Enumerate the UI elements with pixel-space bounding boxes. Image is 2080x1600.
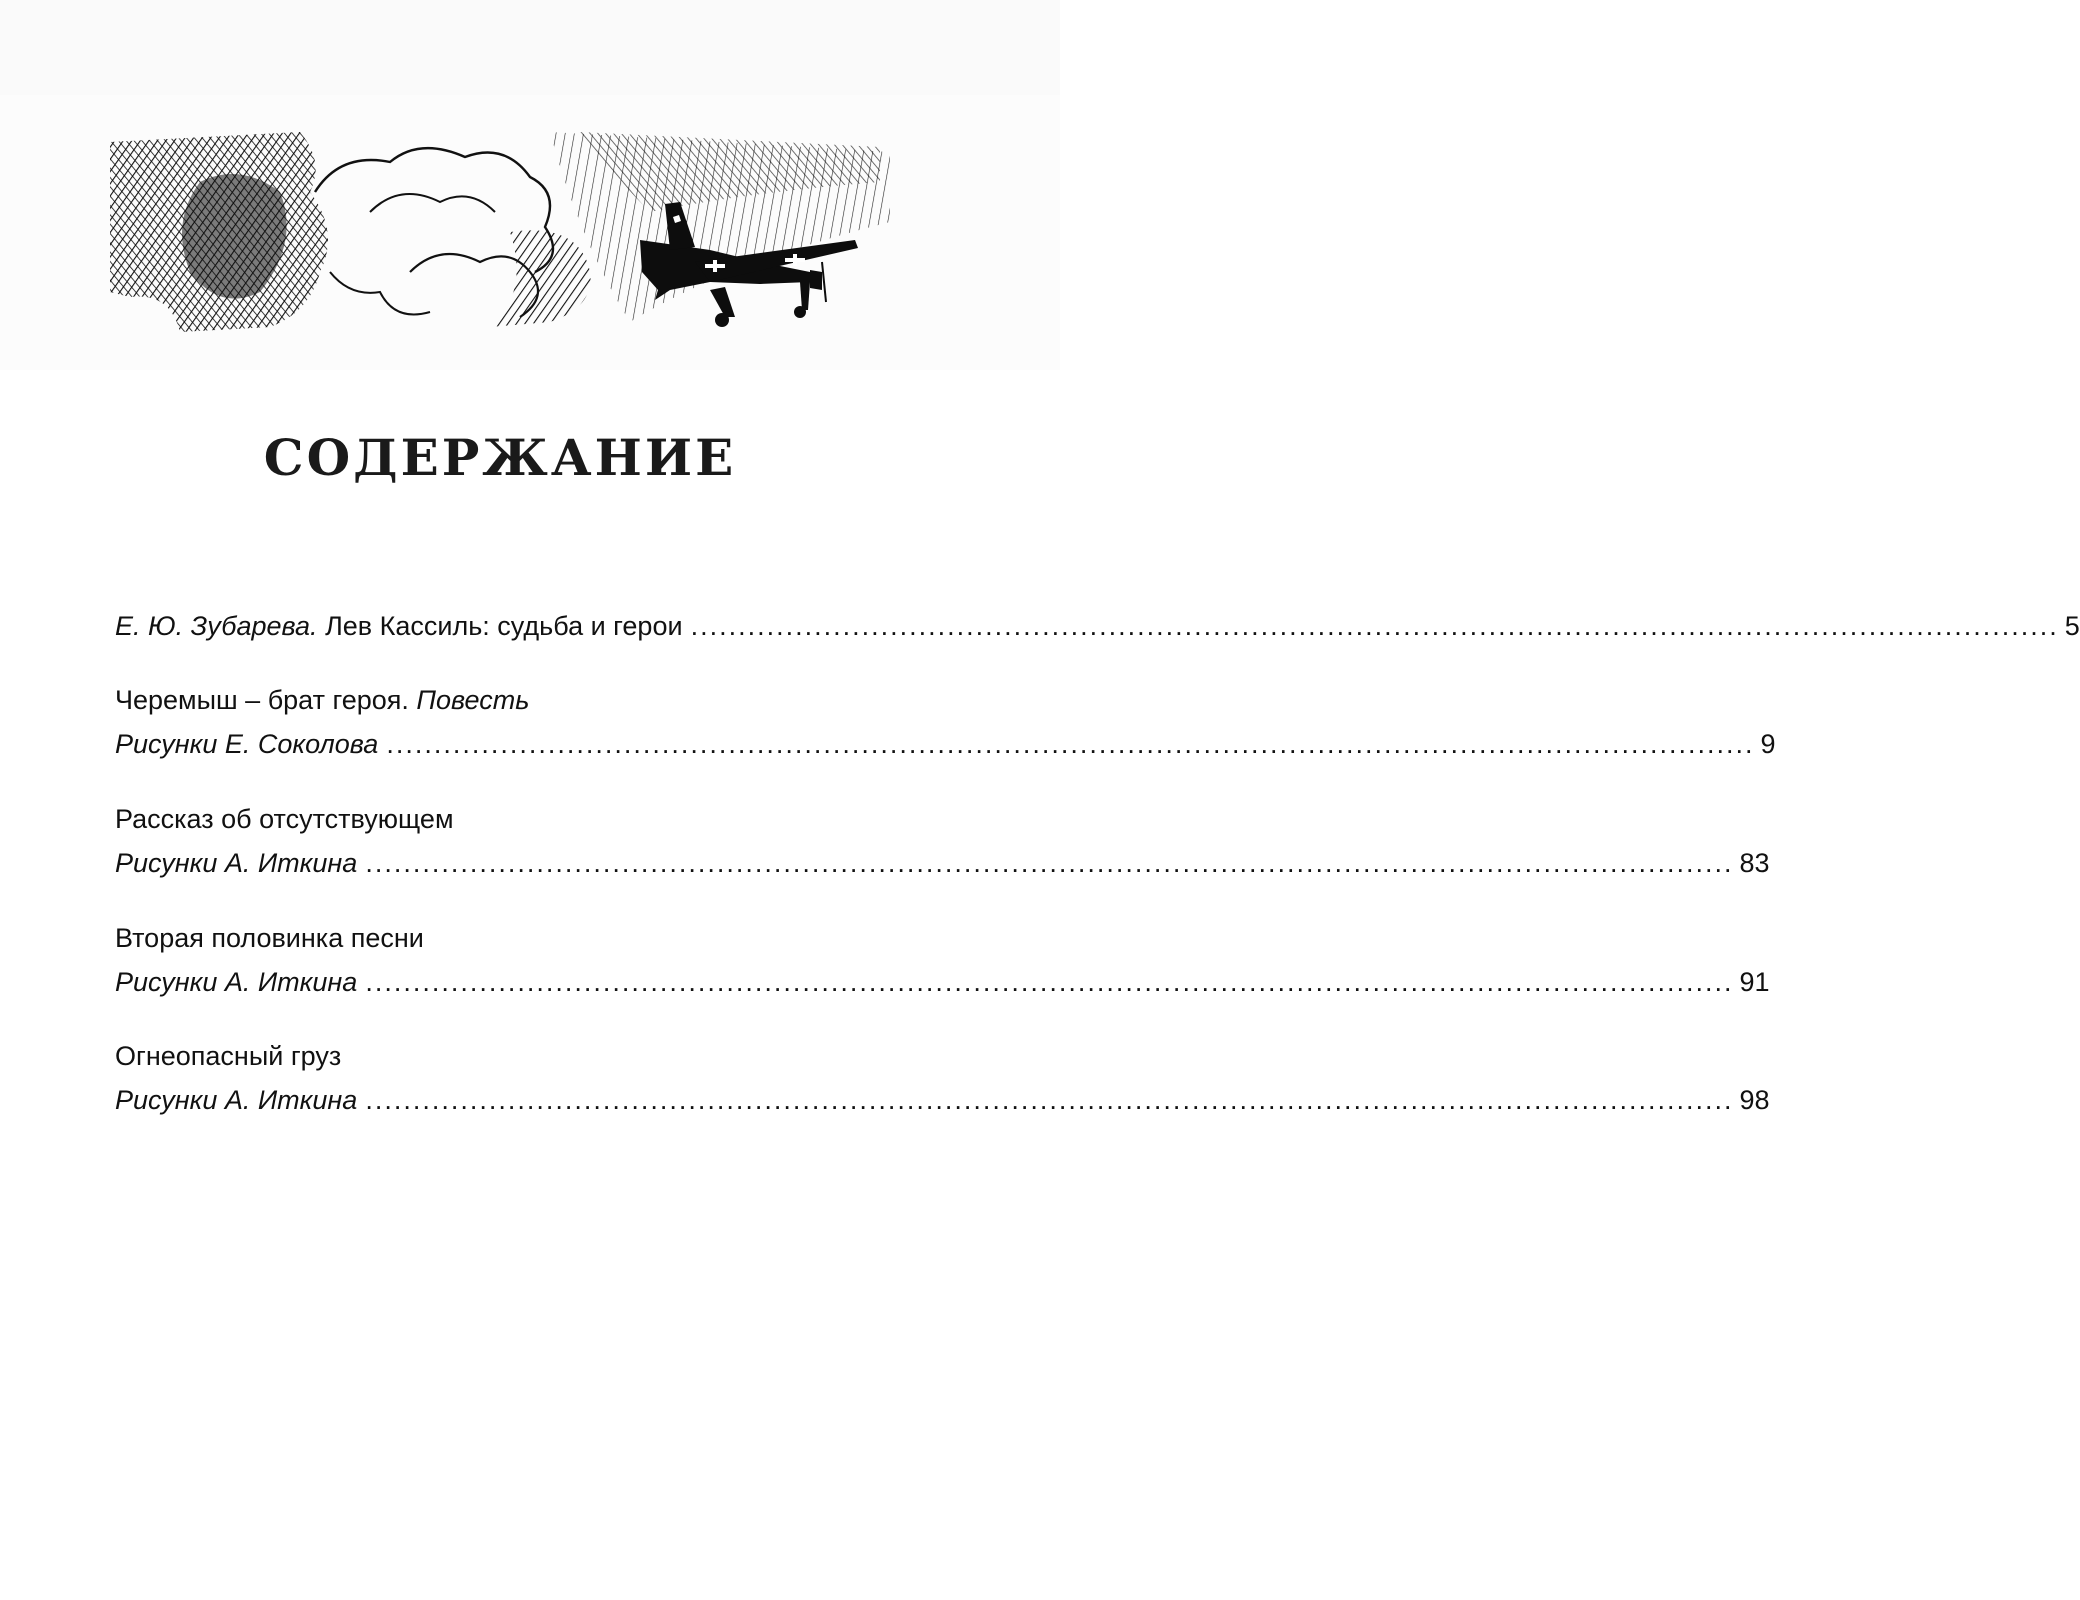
toc-entry-credit-line [115,1080,1770,1120]
entry-title: Огнеопасный груз [115,1041,342,1071]
entry-title: Рассказ об отсутствующем [115,804,454,834]
page-number: 83 [1739,848,1770,878]
entry-title: Лев Кассиль: судьба и герои [325,611,683,641]
dot-leader: ................................................................................................................................................ [386,729,1755,759]
entry-credit: Рисунки А. Иткина [115,848,358,878]
entry-author: Е. Ю. Зубарева. [115,611,318,641]
page-number: 98 [1739,1085,1770,1115]
page-number: 9 [1760,729,1776,759]
dot-leader: ................................................................................................................................................ [365,1085,1734,1115]
entry-credit: Рисунки Е. Соколова [115,729,379,759]
page-number: 5 [2064,611,2080,641]
entry-title: Черемыш – брат героя. [115,685,409,715]
toc-entry-credit-line [115,724,1776,764]
toc-entry [115,606,2080,646]
toc-entry-title-line [115,799,875,839]
page-title: СОДЕРЖАНИЕ [263,428,737,487]
page-number: 91 [1739,967,1770,997]
entry-title: Вторая половинка песни [115,923,424,953]
dot-leader: ................................................................................................................................................ [690,611,2059,641]
toc-entry-title-line [115,680,875,720]
entry-credit: Рисунки А. Иткина [115,1085,358,1115]
dot-leader: ................................................................................................................................................ [365,967,1734,997]
dot-leader: ................................................................................................................................................ [365,848,1734,878]
header-illustration [110,122,890,342]
entry-genre: Повесть [416,685,530,715]
entry-credit: Рисунки А. Иткина [115,967,358,997]
toc-entry-title-line [115,918,875,958]
toc-entry-credit-line [115,962,1770,1002]
page-top-margin [0,0,1060,95]
toc-entry-title-line [115,1036,875,1076]
toc-entry-credit-line [115,843,1770,883]
